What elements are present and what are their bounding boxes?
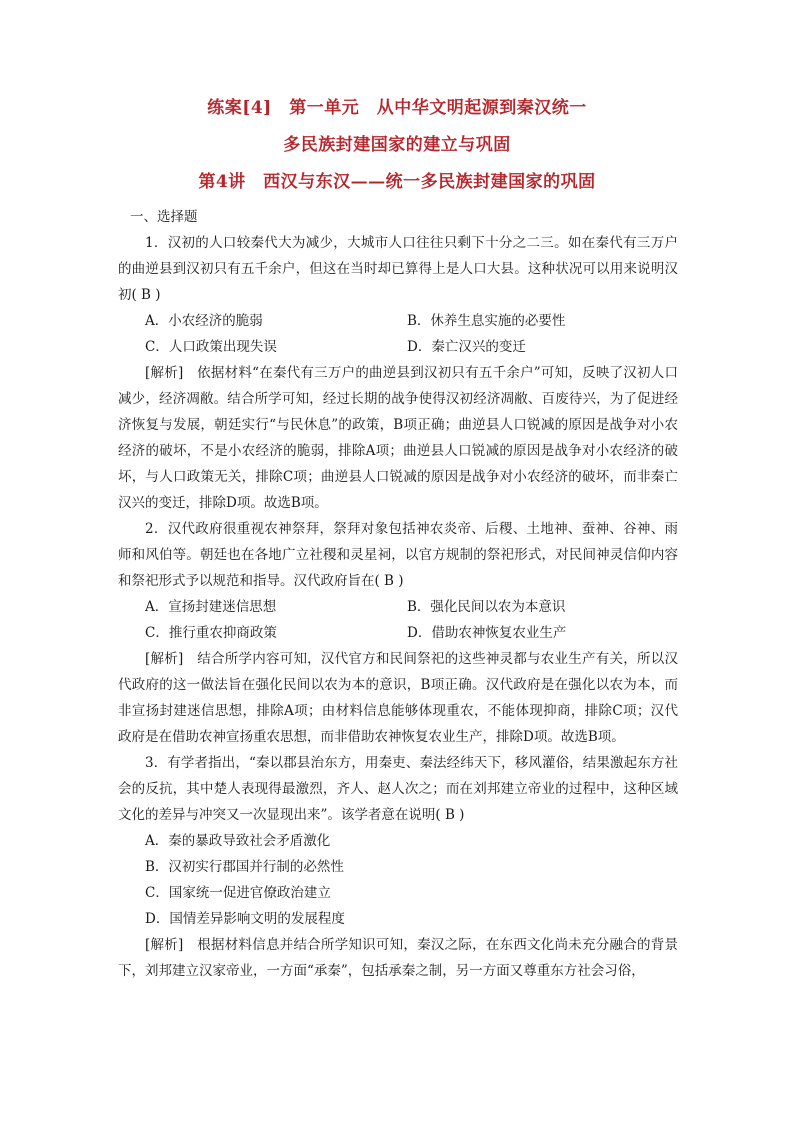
question-stem: 1．汉初的人口较秦代大为减少，大城市人口往往只剩下十分之二三。如在秦代有三万户的曲逆县到汉初只有五千余户，但这在当时却已算得上是人口大县。这种状况可以用来说明汉初( B ) bbox=[118, 235, 678, 303]
question-options bbox=[145, 308, 678, 360]
option-b: B．休养生息实施的必要性 bbox=[407, 313, 566, 329]
title-line-3: 第4讲 西汉与东汉——统一多民族封建国家的巩固 bbox=[198, 172, 596, 192]
option-c: C．人口政策出现失误 bbox=[145, 339, 277, 355]
option-c: C．推行重农抑商政策 bbox=[145, 625, 277, 641]
question-1 bbox=[118, 230, 678, 516]
option-b: B．强化民间以农为本意识 bbox=[407, 599, 566, 615]
content-body bbox=[118, 204, 678, 984]
question-options bbox=[145, 594, 678, 646]
question-stem: 3．有学者指出，“秦以郡县治东方，用秦吏、秦法经纬天下，移风灌俗，结果激起东方社会的反抗，其中楚人表现得最激烈，齐人、赵人次之；而在刘邦建立帝业的过程中，这种区域文化的差异与冲突又一次显现出来”。该学者意在说明( B ) bbox=[118, 755, 678, 823]
question-analysis: [解析] 根据材料信息并结合所学知识可知，秦汉之际，在东西文化尚未充分融合的背景下，刘邦建立汉家帝业，一方面“承秦”，包括承秦之制，另一方面又尊重东方社会习俗， bbox=[118, 937, 678, 979]
option-d: D．秦亡汉兴的变迁 bbox=[407, 339, 526, 355]
title-line-2: 多民族封建国家的建立与巩固 bbox=[283, 135, 511, 155]
option-b: B．汉初实行郡国并行制的必然性 bbox=[145, 859, 344, 875]
question-2 bbox=[118, 516, 678, 750]
option-a: A．小农经济的脆弱 bbox=[145, 313, 263, 329]
option-d: D．借助农神恢复农业生产 bbox=[407, 625, 567, 641]
question-stem: 2．汉代政府很重视农神祭拜，祭拜对象包括神农炎帝、后稷、土地神、蚕神、谷神、雨师和风伯等。朝廷也在各地广立社稷和灵星祠，以官方规制的祭祀形式，对民间神灵信仰内容和祭祀形式予以规范和指导。汉代政府旨在( B ) bbox=[118, 521, 678, 589]
option-c: C．国家统一促进官僚政治建立 bbox=[145, 885, 331, 901]
option-a: A．宣扬封建迷信思想 bbox=[145, 599, 277, 615]
option-a: A．秦的暴政导致社会矛盾激化 bbox=[145, 833, 331, 849]
question-analysis: [解析] 依据材料“在秦代有三万户的曲逆县到汉初只有五千余户”可知，反映了汉初人口减少，经济凋敝。结合所学可知，经过长期的战争使得汉初经济凋敝、百废待兴，为了促进经济恢复与发展，朝廷实行“与民休息”的政策，B项正确；曲逆县人口锐减的原因是战争对小农经济的破坏，不是小农经济的脆弱，排除A项；曲逆县人口锐减的原因是战争对小农经济的破坏，与人口政策无关，排除C项；曲逆县人口锐减的原因是战争对小农经济的破坏，而非秦亡汉兴的变迁，排除D项。故选B项。 bbox=[118, 365, 678, 511]
question-3 bbox=[118, 750, 678, 984]
question-analysis: [解析] 结合所学内容可知，汉代官方和民间祭祀的这些神灵都与农业生产有关，所以汉代政府的这一做法旨在强化民间以农为本的意识，B项正确。汉代政府是在强化以农为本，而非宣扬封建迷信思想，排除A项；由材料信息能够体现重农，不能体现抑商，排除C项；汉代政府是在借助农神宣扬重农思想，而非借助农神恢复农业生产，排除D项。故选B项。 bbox=[118, 651, 678, 745]
section-label: 一、选择题 bbox=[130, 209, 198, 225]
question-options bbox=[145, 828, 678, 932]
title-line-1: 练案[4] 第一单元 从中华文明起源到秦汉统一 bbox=[207, 98, 587, 118]
option-d: D．国情差异影响文明的发展程度 bbox=[145, 911, 345, 927]
